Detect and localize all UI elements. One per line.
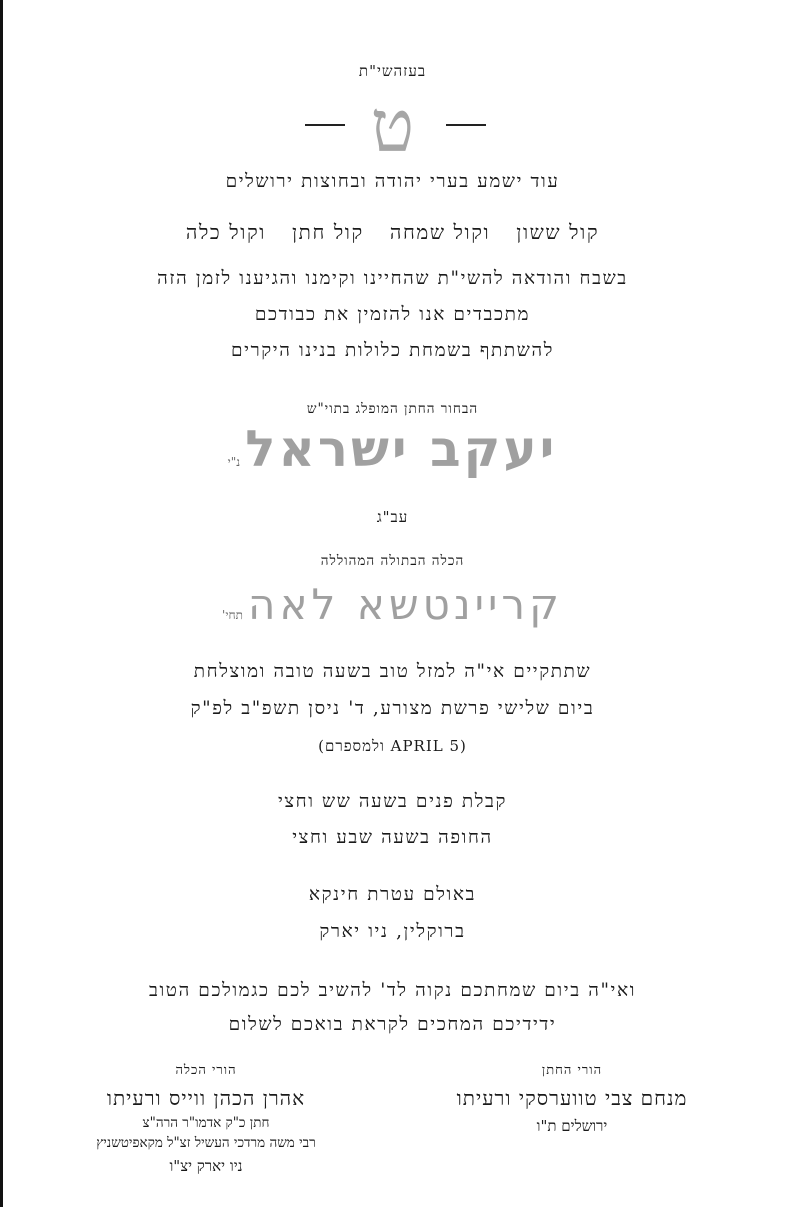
date-line: ביום שלישי פרשת מצורע, ד' ניסן תשפ"ב לפ"ק (190, 698, 595, 719)
intro-line: בשבח והודאה להשי"ת שהחיינו וקימנו והגיענו לזמן הזה (157, 268, 628, 289)
closing-line: ידידיכם המחכים לקראת בואכם לשלום (228, 1014, 557, 1035)
bride-name-line (0, 580, 785, 629)
bride-suffix: תחי' (222, 608, 243, 622)
groom-title: הבחור החתן המופלג בתוי"ש (306, 401, 479, 417)
bride-parents-label: הורי הכלה (175, 1063, 237, 1078)
verse-line-1: עוד ישמע בערי יהודה ובחוצות ירושלים (225, 171, 560, 192)
bride-parents-line-3: רבי משה מרדכי העשיל זצ"ל מקאפיטשניץ (96, 1135, 316, 1151)
bride-parents (26, 1062, 386, 1176)
verse-line-2 (0, 220, 785, 245)
groom-parents (392, 1062, 752, 1136)
verse-part: וקול כלה (185, 220, 266, 244)
bride-parents-names: אהרן הכהן ווייס ורעיתו (106, 1086, 306, 1110)
verse-part: קול חתן (291, 220, 364, 244)
connector-text: עב"ג (376, 508, 409, 526)
groom-parents-location: ירושלים ת"ו (536, 1117, 608, 1135)
time-line: קבלת פנים בשעה שש וחצי (277, 791, 508, 812)
groom-name: יעקב ישראל (245, 420, 558, 478)
groom-name-line (0, 420, 785, 478)
venue-line: ברוקלין, ניו יארק (319, 921, 466, 942)
bride-parents-line-2: חתן כ"ק אדמו"ר הרה"צ (142, 1115, 270, 1131)
closing-line: ואי"ה ביום שמחתכם נקוה לד' להשיב לכם כגמולכם הטוב (148, 980, 637, 1001)
verse-part: וקול שמחה (389, 220, 491, 244)
groom-parents-label: הורי החתן (541, 1063, 603, 1078)
header-bsd: בעזהשי"ת (358, 62, 427, 80)
bride-title: הכלה הבתולה המהוללה (320, 553, 465, 569)
verse-part: קול ששון (516, 220, 600, 244)
date-line-civil: (APRIL 5 ולמספרם) (318, 737, 467, 755)
intro-line: מתכבדים אנו להזמין את כבודכם (254, 304, 531, 325)
bride-parents-location: ניו יארק יצ"ו (169, 1157, 243, 1175)
right-dash (446, 124, 486, 126)
bride-name: קריינטשא לאה (248, 580, 563, 629)
intro-line: להשתתף בשמחת כלולות בנינו היקרים (231, 340, 554, 361)
groom-parents-names: מנחם צבי טווערסקי ורעיתו (456, 1086, 688, 1110)
venue-line: באולם עטרת חינקא (308, 884, 477, 905)
time-line: החופה בשעה שבע וחצי (292, 827, 493, 848)
tet-letter: ט (370, 84, 415, 168)
groom-suffix: נ"י (227, 455, 241, 469)
tet-ornament (0, 84, 785, 168)
date-line: שתתקיים אי"ה למזל טוב בשעה טובה ומוצלחת (193, 661, 592, 682)
